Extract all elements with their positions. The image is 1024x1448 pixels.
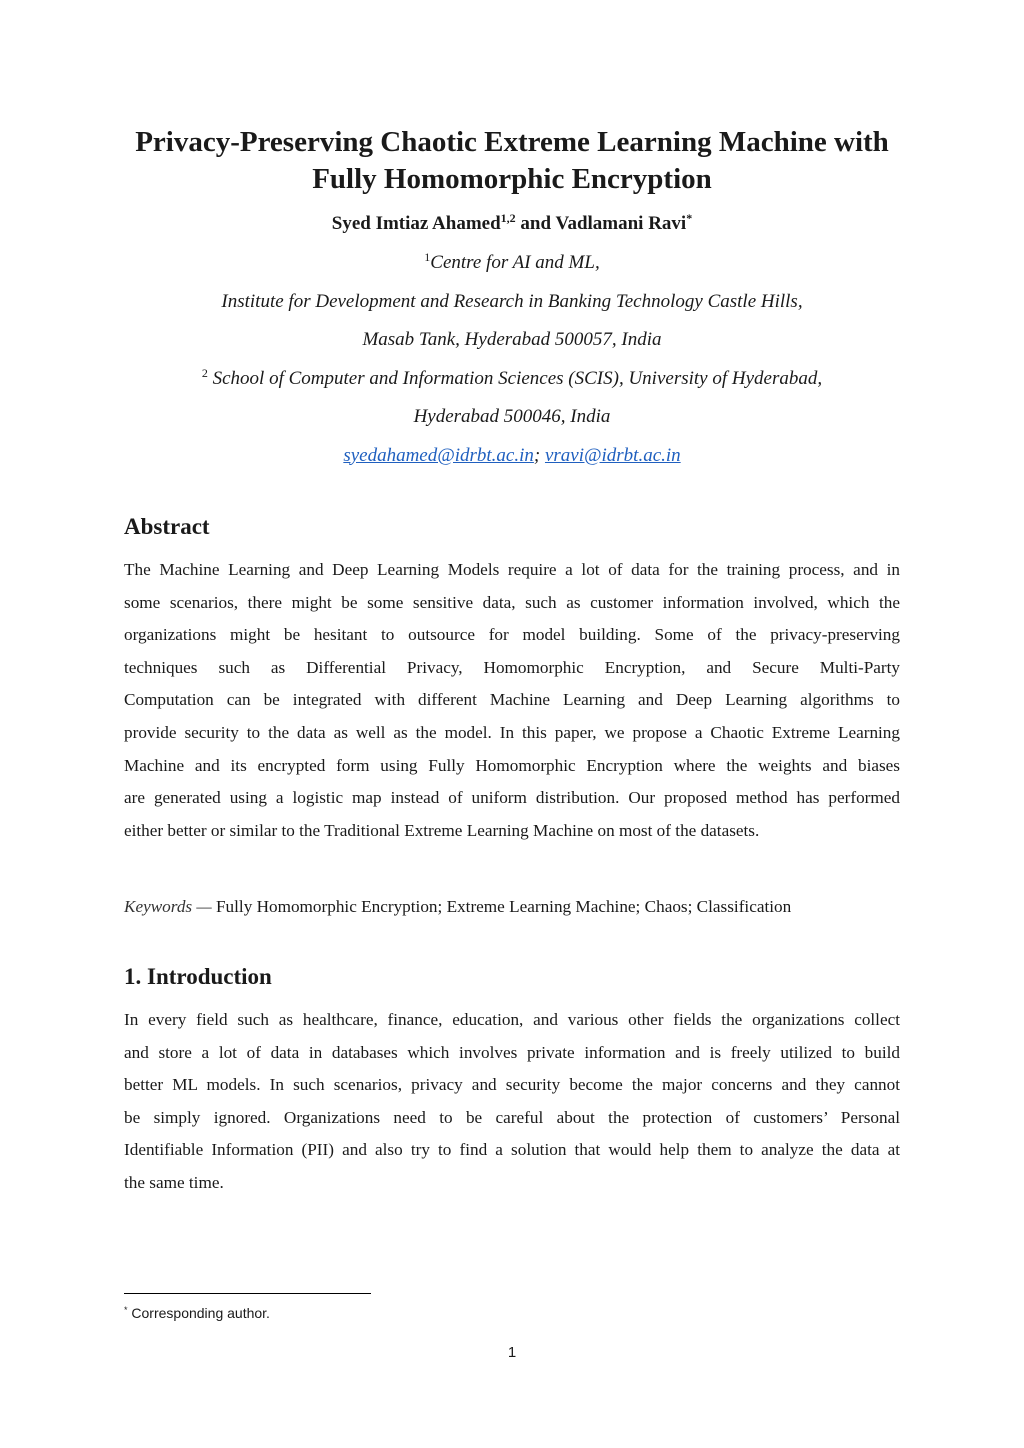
text-line: be simply ignored. Organizations need to be careful about the protection of customers’ Personal	[124, 1107, 900, 1127]
affiliation-line: Masab Tank, Hyderabad 500057, India	[362, 329, 662, 350]
text-line: Identifiable Information (PII) and also try to find a solution that would help them to analyze the data at	[124, 1140, 900, 1160]
email-link-2[interactable]: vravi@idrbt.ac.in	[544, 444, 681, 466]
title-line-1: Privacy-Preserving Chaotic Extreme Learning Machine with	[135, 126, 889, 158]
title-line-2: Fully Homomorphic Encryption	[312, 163, 712, 195]
author-name: Syed Imtiaz Ahamed	[331, 213, 501, 234]
text-line: either better or similar to the Traditional Extreme Learning Machine on most of the datasets.	[124, 820, 760, 840]
author-name: Vadlamani Ravi	[555, 213, 687, 234]
footnote-text: Corresponding author.	[131, 1305, 270, 1321]
affiliation-line	[100, 250, 924, 289]
footnote	[124, 1303, 270, 1323]
text-line: and store a lot of data in databases which involves private information and is freely utilized to build	[124, 1042, 900, 1062]
text-line: In every field such as healthcare, finance, education, and various other fields the organizations collect	[124, 1010, 900, 1029]
page-number: 1	[507, 1344, 517, 1361]
affiliations	[100, 250, 924, 481]
footnote-marker: *	[124, 1305, 128, 1315]
affiliation-line: Institute for Development and Research in Banking Technology Castle Hills,	[221, 290, 803, 312]
footnote-divider	[124, 1293, 371, 1294]
text-line: better ML models. In such scenarios, privacy and security become the major concerns and they cannot	[124, 1075, 900, 1095]
affiliation-line: Hyderabad 500046, India	[413, 406, 611, 427]
author-conjunction: and	[515, 213, 556, 234]
introduction-paragraph	[124, 1004, 900, 1200]
author-list	[100, 211, 924, 237]
text-line: The Machine Learning and Deep Learning Models require a lot of data for the training process, and in	[124, 560, 900, 579]
abstract-paragraph	[124, 554, 900, 847]
abstract-heading: Abstract	[124, 514, 210, 539]
text-line: the same time.	[124, 1172, 224, 1192]
text-line: techniques such as Differential Privacy, Homomorphic Encryption, and Secure Multi-Party	[124, 657, 900, 677]
text-line: Machine and its encrypted form using Fully Homomorphic Encryption where the weights and biases	[124, 755, 900, 775]
text-line: provide security to the data as well as the model. In this paper, we propose a Chaotic Extreme Learning	[124, 722, 900, 742]
email-line	[100, 443, 924, 482]
affiliation-text: School of Computer and Information Sciences (SCIS), University of Hyderabad,	[212, 367, 823, 389]
email-link-1[interactable]: syedahamed@idrbt.ac.in	[343, 444, 534, 466]
text-line: some scenarios, there might be some sensitive data, such as customer information involved, which the	[124, 592, 900, 612]
keywords	[124, 894, 904, 920]
keywords-label: Keywords —	[124, 897, 212, 916]
corresponding-author-marker: *	[686, 211, 693, 225]
author-affiliation-marker: 1,2	[500, 211, 516, 225]
keywords-text: Fully Homomorphic Encryption; Extreme Learning Machine; Chaos; Classification	[216, 897, 792, 916]
affiliation-marker: 2	[201, 365, 208, 380]
affiliation-line	[100, 366, 924, 405]
email-separator: ;	[533, 444, 541, 466]
introduction-heading: 1. Introduction	[124, 964, 272, 989]
text-line: Computation can be integrated with different Machine Learning and Deep Learning algorithms to	[124, 690, 900, 710]
paper-title	[100, 124, 924, 198]
text-line: organizations might be hesitant to outsource for model building. Some of the privacy-preserving	[124, 625, 900, 645]
affiliation-text: Centre for AI and ML,	[430, 252, 600, 273]
affiliation-marker: 1	[424, 250, 431, 264]
text-line: are generated using a logistic map instead of uniform distribution. Our proposed method has performed	[124, 788, 900, 808]
